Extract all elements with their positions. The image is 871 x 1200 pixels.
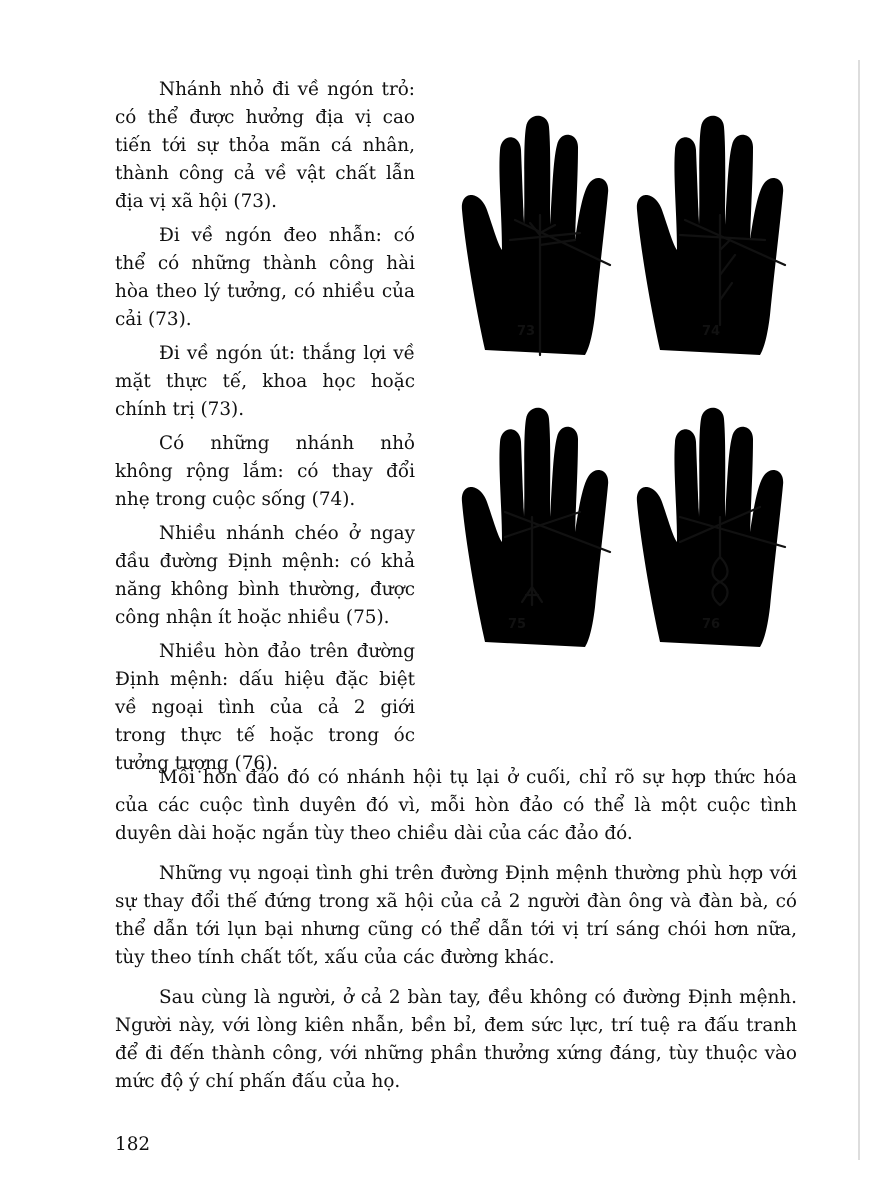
paragraph-no-fate-line: Sau cùng là người, ở cả 2 bàn tay, đều không có đường Định mệnh. Người này, với lòng kiên nhẫn, bền bỉ, đem sức lực, trí tuệ ra đấu tranh để đi đến thành công, với những phần thưởng xứng đáng, tùy thuộc vào mức độ ý chí phấn đấu của họ.: [115, 987, 797, 1092]
paragraph-index-finger-branch: Nhánh nhỏ đi về ngón trỏ: có thể được hưởng địa vị cao tiến tới sự thỏa mãn cá nhân, thành công cả về vật chất lẫn địa vị xã hội (73).: [115, 79, 415, 212]
paragraph-crossing-branches: Nhiều nhánh chéo ở ngay đầu đường Định mệnh: có khả năng không bình thường, được công nhận ít hoặc nhiều (75).: [115, 523, 415, 628]
palm-figure-75: [462, 408, 610, 647]
left-column-text: [115, 76, 415, 784]
paragraph-ring-finger-branch: Đi về ngón đeo nhẫn: có thể có những thành công hài hòa theo lý tưởng, có nhiều của cải (73).: [115, 225, 415, 330]
palm-figure-76: [637, 408, 785, 647]
paragraph-small-branches: Có những nhánh nhỏ không rộng lắm: có thay đổi nhẹ trong cuộc sống (74).: [115, 433, 415, 510]
paragraph-island-convergence: Mỗi hòn đảo đó có nhánh hội tụ lại ở cuối, chỉ rõ sự hợp thức hóa của các cuộc tình duyên đó vì, mỗi hòn đảo có thể là một cuộc tình duyên dài hoặc ngắn tùy theo chiều dài của các đảo đó.: [115, 767, 797, 844]
page-edge-shadow: [858, 60, 860, 1160]
figure-label-75: 75: [508, 617, 527, 632]
paragraph-islands: Nhiều hòn đảo trên đường Định mệnh: dấu hiệu đặc biệt về ngoại tình của cả 2 giới trong thực tế hoặc trong óc tưởng tượng (76).: [115, 641, 415, 774]
paragraph-little-finger-branch: Đi về ngón út: thắng lợi về mặt thực tế, khoa học hoặc chính trị (73).: [115, 343, 415, 420]
figure-label-76: 76: [702, 617, 721, 632]
palm-figures: [450, 95, 790, 655]
page-number: 182: [115, 1134, 151, 1155]
palm-figure-74: [637, 116, 785, 355]
figure-label-73: 73: [517, 324, 536, 339]
full-width-text: [115, 764, 797, 1108]
palm-figure-73: [462, 116, 610, 355]
paragraph-social-change: Những vụ ngoại tình ghi trên đường Định mệnh thường phù hợp với sự thay đổi thế đứng trong xã hội của cả 2 người đàn ông và đàn bà, có thể dẫn tới lụn bại nhưng cũng có thể dẫn tới vị trí sáng chói hơn nữa, tùy theo tính chất tốt, xấu của các đường khác.: [115, 863, 797, 968]
figure-label-74: 74: [702, 324, 721, 339]
